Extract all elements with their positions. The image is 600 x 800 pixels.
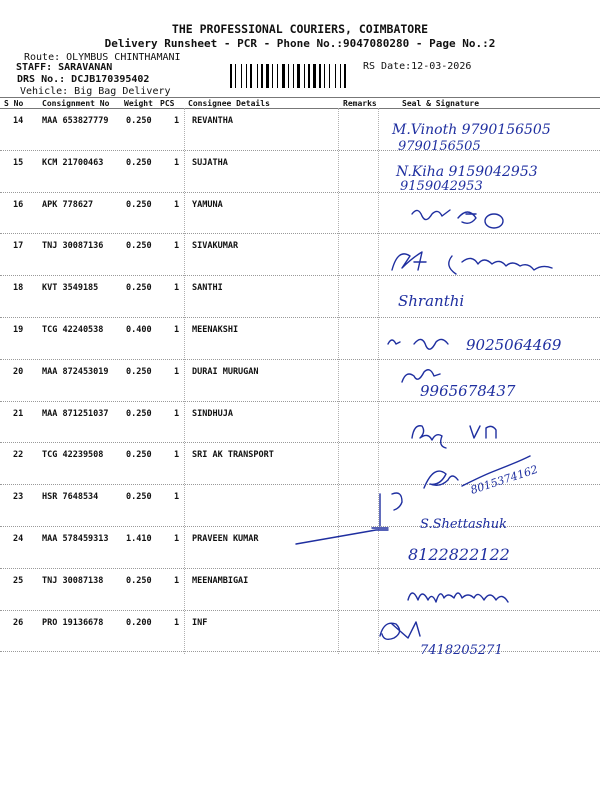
cell-consignee: REVANTHA — [192, 116, 233, 126]
cell-weight: 0.250 — [126, 158, 152, 168]
cell-weight: 0.200 — [126, 618, 152, 628]
cell-sno: 19 — [13, 325, 24, 335]
cell-pcs: 1 — [174, 325, 180, 335]
cell-consignee: SINDHUJA — [192, 409, 233, 419]
cell-weight: 0.250 — [126, 241, 152, 251]
cell-consignment: HSR 7648534 — [42, 492, 99, 502]
svg-text:8015374162: 8015374162 — [468, 462, 540, 497]
document-title: THE PROFESSIONAL COURIERS, COIMBATORE — [171, 22, 429, 36]
col-seal-signature: Seal & Signature — [402, 99, 480, 108]
cell-pcs: 1 — [174, 534, 180, 544]
cell-weight: 0.250 — [126, 576, 152, 586]
col-remarks: Remarks — [343, 99, 377, 108]
cell-consignee: MEENAMBIGAI — [192, 576, 249, 586]
cell-sno: 24 — [13, 534, 24, 544]
cell-pcs: 1 — [174, 409, 180, 419]
cell-weight: 0.250 — [126, 200, 152, 210]
cell-consignment: TCG 42240538 — [42, 325, 104, 335]
cell-pcs: 1 — [174, 200, 180, 210]
col-consignment: Consignment No — [42, 99, 110, 108]
cell-consignee: YAMUNA — [192, 200, 223, 210]
cell-consignee: INF — [192, 618, 208, 628]
cell-sno: 25 — [13, 576, 24, 586]
cell-consignee: SUJATHA — [192, 158, 228, 168]
cell-consignment: MAA 871251037 — [42, 409, 109, 419]
cell-consignment: KCM 21700463 — [42, 158, 104, 168]
signature-text: N.Kiha 9159042953 — [396, 164, 538, 180]
signature-scribble — [412, 426, 496, 448]
signature-text: M.Vinoth 9790156505 — [392, 122, 551, 138]
cell-consignee: SRI AK TRANSPORT — [192, 450, 274, 460]
cell-consignment: KVT 3549185 — [42, 283, 99, 293]
cell-consignee: SIVAKUMAR — [192, 241, 239, 251]
route-label: Route: OLYMBUS CHINTHAMANI — [24, 52, 181, 63]
staff-label: STAFF: SARAVANAN — [16, 62, 113, 73]
cell-sno: 20 — [13, 367, 24, 377]
document-subtitle: Delivery Runsheet - PCR - Phone No.:9047080280 - Page No.:2 — [104, 37, 496, 50]
signature-scribble — [296, 530, 388, 544]
cell-sno: 21 — [13, 409, 24, 419]
cell-weight: 1.410 — [126, 534, 152, 544]
signature-text: Shranthi — [398, 292, 465, 310]
cell-sno: 15 — [13, 158, 24, 168]
cell-weight: 0.250 — [126, 116, 152, 126]
signature-scribble — [485, 214, 503, 228]
cell-pcs: 1 — [174, 241, 180, 251]
signature-scribble — [402, 370, 440, 382]
cell-consignment: MAA 872453019 — [42, 367, 109, 377]
cell-pcs: 1 — [174, 283, 180, 293]
cell-consignment: MAA 578459313 — [42, 534, 109, 544]
cell-pcs: 1 — [174, 367, 180, 377]
cell-sno: 26 — [13, 618, 24, 628]
cell-sno: 22 — [13, 450, 24, 460]
signature-text: 8122822122 — [408, 545, 510, 564]
cell-consignment: MAA 653827779 — [42, 116, 109, 126]
cell-consignee: DURAI MURUGAN — [192, 367, 259, 377]
cell-pcs: 1 — [174, 450, 180, 460]
cell-consignee: SANTHI — [192, 283, 223, 293]
signature-text: 9965678437 — [420, 382, 516, 400]
cell-sno: 18 — [13, 283, 24, 293]
cell-weight: 0.250 — [126, 367, 152, 377]
cell-weight: 0.400 — [126, 325, 152, 335]
cell-consignment: APK 778627 — [42, 200, 94, 210]
signature-scribble — [372, 493, 402, 528]
cell-pcs: 1 — [174, 618, 180, 628]
cell-consignment: PRO 19136678 — [42, 618, 104, 628]
cell-sno: 14 — [13, 116, 24, 126]
drs-number: DRS No.: DCJB170395402 — [17, 74, 150, 85]
rs-date: RS Date:12-03-2026 — [363, 61, 472, 72]
cell-consignment: TNJ 30087138 — [42, 576, 104, 586]
signature-text: S.Shettashuk — [420, 517, 508, 532]
cell-pcs: 1 — [174, 576, 180, 586]
col-weight: Weight — [124, 99, 153, 108]
signature-text: 9025064469 — [466, 336, 562, 354]
signature-scribble — [388, 339, 448, 349]
signature-text: 7418205271 — [420, 643, 503, 658]
cell-pcs: 1 — [174, 116, 180, 126]
cell-consignment: TNJ 30087136 — [42, 241, 104, 251]
cell-weight: 0.250 — [126, 450, 152, 460]
cell-pcs: 1 — [174, 492, 180, 502]
cell-sno: 16 — [13, 200, 24, 210]
cell-sno: 17 — [13, 241, 24, 251]
cell-consignment: TCG 42239508 — [42, 450, 104, 460]
col-consignee: Consignee Details — [188, 99, 270, 108]
col-pcs: PCS — [160, 99, 175, 108]
cell-consignee: MEENAKSHI — [192, 325, 239, 335]
cell-weight: 0.250 — [126, 409, 152, 419]
cell-weight: 0.250 — [126, 283, 152, 293]
signature-scribble — [408, 593, 508, 602]
cell-consignee: PRAVEEN KUMAR — [192, 534, 259, 544]
svg-text:9159042953: 9159042953 — [400, 179, 483, 194]
signature-scribble — [392, 252, 552, 274]
cell-weight: 0.250 — [126, 492, 152, 502]
col-sno: S No — [4, 99, 24, 108]
cell-sno: 23 — [13, 492, 24, 502]
signature-scribble — [412, 210, 476, 223]
signature-scribble — [380, 622, 420, 639]
vehicle-label: Vehicle: Big Bag Delivery — [20, 86, 171, 97]
svg-text:9790156505: 9790156505 — [398, 139, 481, 154]
cell-pcs: 1 — [174, 158, 180, 168]
